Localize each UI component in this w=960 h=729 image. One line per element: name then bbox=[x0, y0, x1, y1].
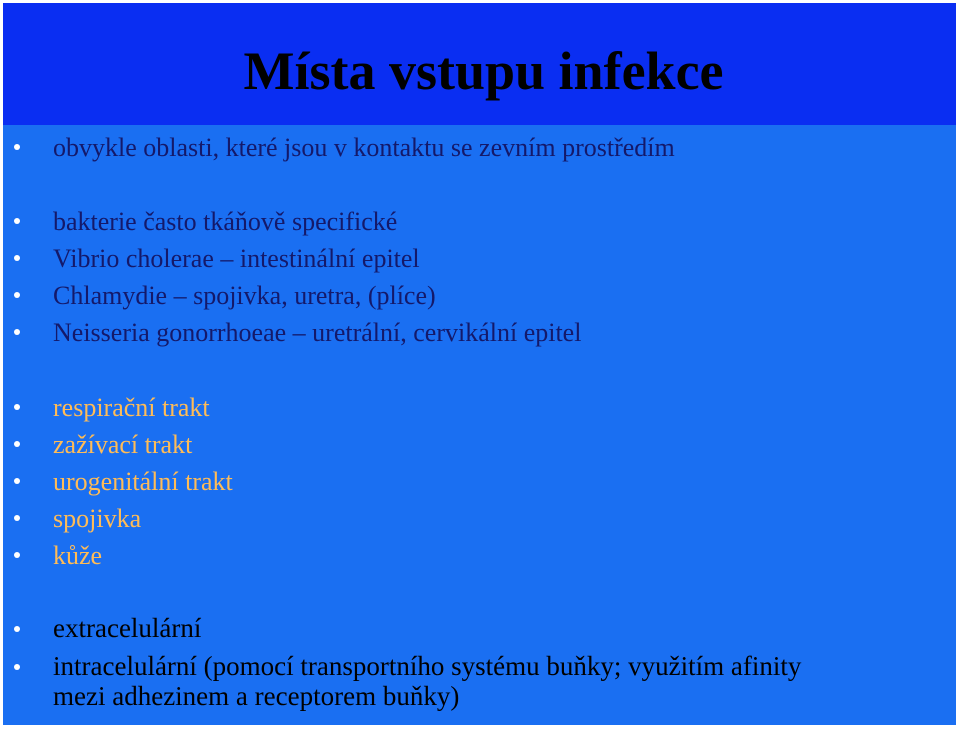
list-item-text: bakterie často tkáňově specifické bbox=[53, 207, 398, 236]
specificity-list bbox=[3, 203, 956, 351]
list-item bbox=[3, 500, 956, 537]
bullet-icon bbox=[14, 626, 20, 632]
list-item-text: respirační trakt bbox=[53, 393, 210, 422]
list-item-text: kůže bbox=[53, 541, 103, 570]
list-item-text: Vibrio cholerae – intestinální epitel bbox=[53, 244, 420, 273]
bullet-icon bbox=[14, 144, 20, 150]
list-item-text: spojivka bbox=[53, 504, 142, 533]
list-item bbox=[3, 203, 956, 240]
bullet-icon bbox=[14, 515, 20, 521]
list-item bbox=[3, 314, 956, 351]
list-item-text: Neisseria gonorrhoeae – uretrální, cervikální epitel bbox=[53, 318, 582, 347]
bullet-icon bbox=[14, 478, 20, 484]
list-item-text: zažívací trakt bbox=[53, 430, 193, 459]
slide bbox=[3, 3, 956, 725]
list-item bbox=[3, 240, 956, 277]
entry-sites-list bbox=[3, 389, 956, 574]
list-item bbox=[3, 537, 956, 574]
list-item-text: intracelulární (pomocí transportního systému buňky; využitím afinity bbox=[53, 651, 802, 681]
list-item-continuation bbox=[3, 681, 956, 711]
slide-title: Místa vstupu infekce bbox=[243, 41, 724, 101]
bullet-icon bbox=[14, 404, 20, 410]
bullet-icon bbox=[14, 218, 20, 224]
bullet-icon bbox=[14, 664, 20, 670]
intro-text: obvykle oblasti, které jsou v kontaktu se zevním prostředím bbox=[53, 133, 675, 162]
bullet-icon bbox=[14, 329, 20, 335]
list-item bbox=[3, 129, 956, 166]
list-item-text: urogenitální trakt bbox=[53, 467, 233, 496]
bullet-icon bbox=[14, 441, 20, 447]
list-item-text: Chlamydie – spojivka, uretra, (plíce) bbox=[53, 281, 436, 310]
infection-mode-list bbox=[3, 613, 956, 711]
list-item bbox=[3, 463, 956, 500]
list-item bbox=[3, 426, 956, 463]
bullet-icon bbox=[14, 552, 20, 558]
list-item bbox=[3, 389, 956, 426]
bullet-icon bbox=[14, 255, 20, 261]
list-item bbox=[3, 651, 956, 681]
list-item-text: mezi adhezinem a receptorem buňky) bbox=[53, 681, 460, 711]
intro-list bbox=[3, 129, 956, 166]
list-item bbox=[3, 277, 956, 314]
list-item bbox=[3, 613, 956, 643]
bullet-icon bbox=[14, 292, 20, 298]
list-item-text: extracelulární bbox=[53, 613, 202, 643]
